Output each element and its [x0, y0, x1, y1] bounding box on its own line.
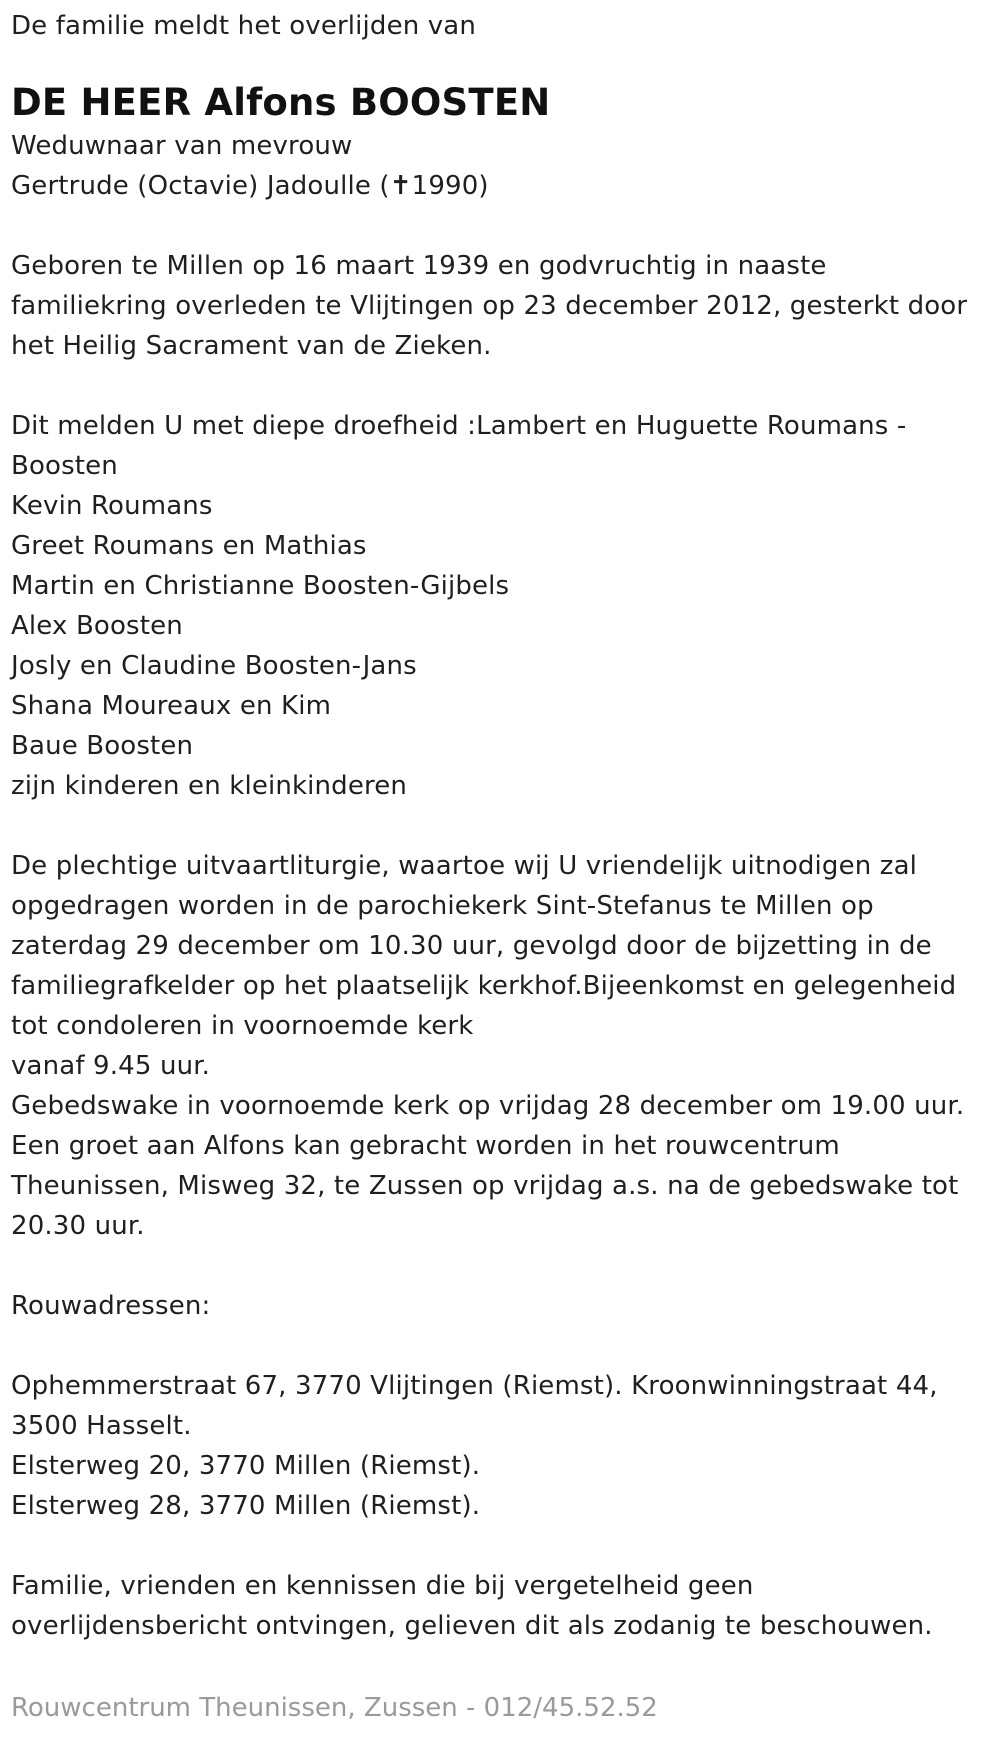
spouse-line: Weduwnaar van mevrouw [11, 131, 353, 161]
intro-text: De familie meldt het overlijden van [11, 11, 477, 41]
address-line: 3500 Hasselt. [11, 1411, 192, 1441]
ceremony-paragraph [11, 846, 986, 1246]
spacer [11, 1326, 986, 1366]
paragraph-line: 20.30 uur. [11, 1211, 145, 1241]
spacer [11, 206, 986, 246]
paragraph-line: het Heilig Sacrament van de Zieken. [11, 331, 492, 361]
paragraph-line: opgedragen worden in de parochiekerk Sint-Stefanus te Millen op [11, 891, 874, 921]
paragraph-line: Geboren te Millen op 16 maart 1939 en godvruchtig in naaste [11, 251, 827, 281]
paragraph-line: familiekring overleden te Vlijtingen op 23 december 2012, gesterkt door [11, 291, 968, 321]
paragraph-line: tot condoleren in voornoemde kerk [11, 1011, 474, 1041]
spacer [11, 806, 986, 846]
mourner-line: Shana Moureaux en Kim [11, 691, 332, 721]
mourner-line: Dit melden U met diepe droefheid :Lambert en Huguette Roumans - [11, 411, 907, 441]
paragraph-line: Theunissen, Misweg 32, te Zussen op vrijdag a.s. na de gebedswake tot [11, 1171, 959, 1201]
addresses-list [11, 1366, 986, 1526]
spacer [11, 1246, 986, 1286]
addresses-heading: Rouwadressen: [11, 1291, 211, 1321]
obituary-notice [11, 6, 986, 1646]
mourner-line: Greet Roumans en Mathias [11, 531, 367, 561]
address-line: Elsterweg 28, 3770 Millen (Riemst). [11, 1491, 481, 1521]
mourner-line: Baue Boosten [11, 731, 194, 761]
spacer [11, 1526, 986, 1566]
closing-paragraph [11, 1566, 986, 1646]
paragraph-line: zaterdag 29 december om 10.30 uur, gevolgd door de bijzetting in de [11, 931, 932, 961]
deceased-name: DE HEER Alfons BOOSTEN [11, 81, 551, 124]
mourners-list [11, 406, 986, 806]
funeral-home-footer: Rouwcentrum Theunissen, Zussen - 012/45.52.52 [11, 1693, 658, 1723]
address-line: Ophemmerstraat 67, 3770 Vlijtingen (Riemst). Kroonwinningstraat 44, [11, 1371, 938, 1401]
paragraph-line: Gebedswake in voornoemde kerk op vrijdag 28 december om 19.00 uur. [11, 1091, 965, 1121]
paragraph-line: familiegrafkelder op het plaatselijk kerkhof.Bijeenkomst en gelegenheid [11, 971, 957, 1001]
mourner-line: zijn kinderen en kleinkinderen [11, 771, 408, 801]
paragraph-line: overlijdensbericht ontvingen, gelieven dit als zodanig te beschouwen. [11, 1611, 933, 1641]
paragraph-line: Een groet aan Alfons kan gebracht worden in het rouwcentrum [11, 1131, 840, 1161]
mourner-line: Josly en Claudine Boosten-Jans [11, 651, 417, 681]
spacer [11, 366, 986, 406]
mourner-line: Boosten [11, 451, 118, 481]
paragraph-line: Familie, vrienden en kennissen die bij vergetelheid geen [11, 1571, 754, 1601]
mourner-line: Kevin Roumans [11, 491, 213, 521]
birth-death-paragraph [11, 246, 986, 366]
paragraph-line: De plechtige uitvaartliturgie, waartoe wij U vriendelijk uitnodigen zal [11, 851, 918, 881]
spouse-line: Gertrude (Octavie) Jadoulle (✝1990) [11, 171, 489, 201]
spouse-block [11, 126, 986, 206]
address-line: Elsterweg 20, 3770 Millen (Riemst). [11, 1451, 481, 1481]
paragraph-line: vanaf 9.45 uur. [11, 1051, 211, 1081]
mourner-line: Alex Boosten [11, 611, 183, 641]
mourner-line: Martin en Christianne Boosten-Gijbels [11, 571, 510, 601]
